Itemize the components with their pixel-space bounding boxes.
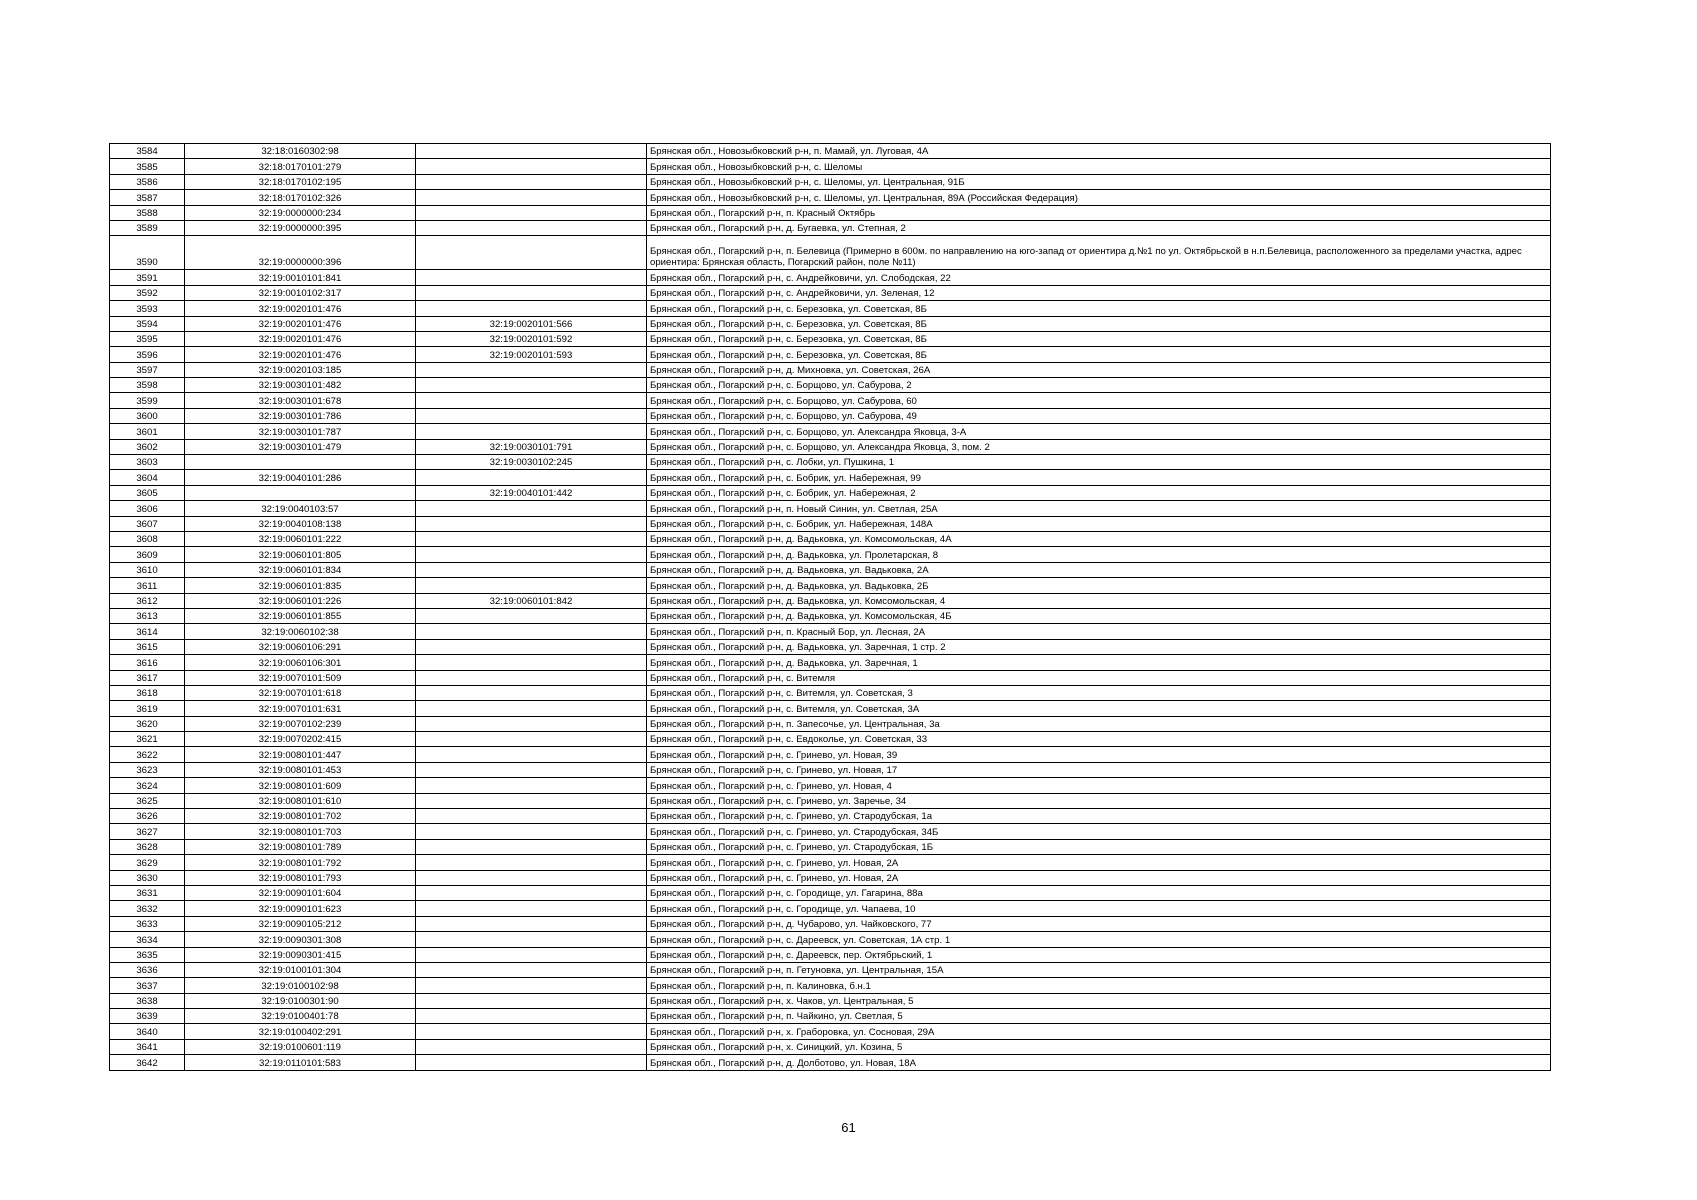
object-cadastral-number-cell: 32:19:0020101:593 — [416, 347, 647, 362]
object-cadastral-number-cell — [416, 809, 647, 824]
address-cell: Брянская обл., Погарский р-н, с. Гринево, ул. Новая, 2А — [647, 855, 1551, 870]
row-number-cell: 3636 — [110, 962, 185, 977]
object-cadastral-number-cell — [416, 639, 647, 654]
address-cell: Брянская обл., Погарский р-н, с. Витемля — [647, 670, 1551, 685]
row-number-cell: 3611 — [110, 578, 185, 593]
row-number-cell: 3640 — [110, 1024, 185, 1039]
cadastral-number-cell: 32:19:0110101:583 — [185, 1055, 416, 1070]
table-row — [110, 270, 1551, 285]
row-number-cell: 3601 — [110, 424, 185, 439]
cadastral-number-cell: 32:19:0090101:623 — [185, 901, 416, 916]
object-cadastral-number-cell — [416, 501, 647, 516]
table-row — [110, 855, 1551, 870]
row-number-cell: 3631 — [110, 885, 185, 900]
row-number-cell: 3587 — [110, 190, 185, 205]
cadastral-number-cell: 32:18:0170102:326 — [185, 190, 416, 205]
address-cell: Брянская обл., Погарский р-н, д. Вадьковка, ул. Вадьковка, 2Б — [647, 578, 1551, 593]
cadastral-number-cell: 32:19:0000000:396 — [185, 236, 416, 270]
cadastral-number-cell: 32:19:0100102:98 — [185, 978, 416, 993]
address-cell: Брянская обл., Погарский р-н, д. Вадьковка, ул. Комсомольская, 4 — [647, 593, 1551, 608]
cadastral-number-cell: 32:19:0030101:786 — [185, 408, 416, 423]
object-cadastral-number-cell — [416, 778, 647, 793]
table-row — [110, 639, 1551, 654]
cadastral-number-cell: 32:19:0090301:308 — [185, 932, 416, 947]
row-number-cell: 3612 — [110, 593, 185, 608]
object-cadastral-number-cell: 32:19:0040101:442 — [416, 485, 647, 500]
table-row — [110, 190, 1551, 205]
table-row — [110, 470, 1551, 485]
address-cell: Брянская обл., Новозыбковский р-н, с. Шеломы, ул. Центральная, 89А (Российская Федерация) — [647, 190, 1551, 205]
table-row — [110, 144, 1551, 159]
address-cell: Брянская обл., Погарский р-н, с. Гринево, ул. Стародубская, 1а — [647, 809, 1551, 824]
table-row — [110, 1055, 1551, 1070]
object-cadastral-number-cell — [416, 947, 647, 962]
table-row — [110, 732, 1551, 747]
address-cell: Брянская обл., Погарский р-н, с. Андрейковичи, ул. Зеленая, 12 — [647, 285, 1551, 300]
cadastral-number-cell: 32:19:0030101:787 — [185, 424, 416, 439]
object-cadastral-number-cell — [416, 1039, 647, 1054]
address-cell: Брянская обл., Погарский р-н, д. Вадьковка, ул. Заречная, 1 стр. 2 — [647, 639, 1551, 654]
address-cell: Брянская обл., Погарский р-н, с. Городище, ул. Гагарина, 88а — [647, 885, 1551, 900]
row-number-cell: 3615 — [110, 639, 185, 654]
row-number-cell: 3627 — [110, 824, 185, 839]
row-number-cell: 3619 — [110, 701, 185, 716]
address-cell: Брянская обл., Погарский р-н, с. Гринево, ул. Новая, 4 — [647, 778, 1551, 793]
cadastral-number-cell — [185, 455, 416, 470]
cadastral-number-cell: 32:19:0020103:185 — [185, 362, 416, 377]
address-cell: Брянская обл., Погарский р-н, с. Витемля, ул. Советская, 3 — [647, 685, 1551, 700]
address-cell: Брянская обл., Погарский р-н, с. Березовка, ул. Советская, 8Б — [647, 331, 1551, 346]
cadastral-number-cell: 32:19:0060106:301 — [185, 655, 416, 670]
address-cell: Брянская обл., Погарский р-н, д. Чубарово, ул. Чайковского, 77 — [647, 916, 1551, 931]
row-number-cell: 3622 — [110, 747, 185, 762]
table-row — [110, 993, 1551, 1008]
address-cell: Брянская обл., Погарский р-н, с. Гринево, ул. Стародубская, 1Б — [647, 839, 1551, 854]
address-cell: Брянская обл., Погарский р-н, с. Бобрик, ул. Набережная, 2 — [647, 485, 1551, 500]
address-cell: Брянская обл., Погарский р-н, п. Новый Синин, ул. Светлая, 25А — [647, 501, 1551, 516]
address-cell: Брянская обл., Погарский р-н, с. Березовка, ул. Советская, 8Б — [647, 301, 1551, 316]
address-cell: Брянская обл., Погарский р-н, с. Городище, ул. Чапаева, 10 — [647, 901, 1551, 916]
cadastral-number-cell: 32:19:0060101:226 — [185, 593, 416, 608]
row-number-cell: 3603 — [110, 455, 185, 470]
cadastral-number-cell: 32:19:0060101:835 — [185, 578, 416, 593]
row-number-cell: 3629 — [110, 855, 185, 870]
object-cadastral-number-cell — [416, 747, 647, 762]
row-number-cell: 3637 — [110, 978, 185, 993]
address-cell: Брянская обл., Погарский р-н, п. Красный Бор, ул. Лесная, 2А — [647, 624, 1551, 639]
address-cell: Брянская обл., Погарский р-н, д. Вадьковка, ул. Пролетарская, 8 — [647, 547, 1551, 562]
cadastral-number-cell: 32:19:0030101:678 — [185, 393, 416, 408]
object-cadastral-number-cell — [416, 578, 647, 593]
cadastral-number-cell: 32:19:0080101:447 — [185, 747, 416, 762]
row-number-cell: 3614 — [110, 624, 185, 639]
object-cadastral-number-cell: 32:19:0030101:791 — [416, 439, 647, 454]
row-number-cell: 3623 — [110, 762, 185, 777]
row-number-cell: 3585 — [110, 159, 185, 174]
row-number-cell: 3608 — [110, 531, 185, 546]
table-row — [110, 362, 1551, 377]
object-cadastral-number-cell — [416, 732, 647, 747]
cadastral-number-cell: 32:19:0080101:453 — [185, 762, 416, 777]
row-number-cell: 3617 — [110, 670, 185, 685]
object-cadastral-number-cell — [416, 916, 647, 931]
cadastral-number-cell: 32:19:0070101:618 — [185, 685, 416, 700]
address-cell: Брянская обл., Погарский р-н, х. Чаков, ул. Центральная, 5 — [647, 993, 1551, 1008]
table-row — [110, 547, 1551, 562]
address-cell: Брянская обл., Погарский р-н, д. Бугаевка, ул. Степная, 2 — [647, 220, 1551, 235]
address-cell: Брянская обл., Погарский р-н, с. Лобки, ул. Пушкина, 1 — [647, 455, 1551, 470]
cadastral-number-cell: 32:19:0090105:212 — [185, 916, 416, 931]
table-row — [110, 1039, 1551, 1054]
table-row — [110, 174, 1551, 189]
cadastral-number-cell: 32:19:0080101:792 — [185, 855, 416, 870]
cadastral-number-cell: 32:19:0070202:415 — [185, 732, 416, 747]
row-number-cell: 3591 — [110, 270, 185, 285]
table-row — [110, 455, 1551, 470]
row-number-cell: 3604 — [110, 470, 185, 485]
table-row — [110, 220, 1551, 235]
object-cadastral-number-cell — [416, 655, 647, 670]
address-cell: Брянская обл., Погарский р-н, д. Вадьковка, ул. Комсомольская, 4А — [647, 531, 1551, 546]
table-row — [110, 1024, 1551, 1039]
object-cadastral-number-cell — [416, 174, 647, 189]
cadastral-number-cell: 32:19:0030101:482 — [185, 378, 416, 393]
table-row — [110, 962, 1551, 977]
address-cell: Брянская обл., Погарский р-н, с. Гринево, ул. Заречье, 34 — [647, 793, 1551, 808]
table-row — [110, 439, 1551, 454]
table-row — [110, 701, 1551, 716]
table-row — [110, 901, 1551, 916]
object-cadastral-number-cell — [416, 205, 647, 220]
row-number-cell: 3600 — [110, 408, 185, 423]
row-number-cell: 3633 — [110, 916, 185, 931]
row-number-cell: 3594 — [110, 316, 185, 331]
address-cell: Брянская обл., Погарский р-н, с. Витемля, ул. Советская, 3А — [647, 701, 1551, 716]
address-cell: Брянская обл., Погарский р-н, п. Белевица (Примерно в 600м. по направлению на юго-запад от ориентира д.№1 по ул. Октябрьской в н.п.Белевица, расположенного за пределами участка, адрес ориентира: Брянская область, Погарский район, поле №11) — [647, 236, 1551, 270]
row-number-cell: 3635 — [110, 947, 185, 962]
cadastral-number-cell: 32:19:0020101:476 — [185, 301, 416, 316]
object-cadastral-number-cell — [416, 670, 647, 685]
cadastral-number-cell: 32:19:0100601:119 — [185, 1039, 416, 1054]
table-row — [110, 531, 1551, 546]
address-cell: Брянская обл., Погарский р-н, п. Красный Октябрь — [647, 205, 1551, 220]
cadastral-number-cell: 32:19:0060101:834 — [185, 562, 416, 577]
table-row — [110, 331, 1551, 346]
cadastral-number-cell: 32:19:0080101:789 — [185, 839, 416, 854]
address-cell: Брянская обл., Погарский р-н, с. Дареевск, ул. Советская, 1А стр. 1 — [647, 932, 1551, 947]
object-cadastral-number-cell — [416, 190, 647, 205]
address-cell: Брянская обл., Погарский р-н, с. Гринево, ул. Новая, 17 — [647, 762, 1551, 777]
address-cell: Брянская обл., Погарский р-н, с. Борщово, ул. Александра Яковца, 3, пом. 2 — [647, 439, 1551, 454]
row-number-cell: 3630 — [110, 870, 185, 885]
address-cell: Брянская обл., Погарский р-н, п. Чайкино, ул. Светлая, 5 — [647, 1009, 1551, 1024]
table-row — [110, 516, 1551, 531]
cadastral-number-cell: 32:18:0170102:195 — [185, 174, 416, 189]
object-cadastral-number-cell — [416, 393, 647, 408]
row-number-cell: 3613 — [110, 608, 185, 623]
address-cell: Брянская обл., Погарский р-н, с. Борщово, ул. Сабурова, 49 — [647, 408, 1551, 423]
table-row — [110, 347, 1551, 362]
address-cell: Брянская обл., Погарский р-н, д. Долботово, ул. Новая, 18А — [647, 1055, 1551, 1070]
table-row — [110, 378, 1551, 393]
cadastral-number-cell — [185, 485, 416, 500]
row-number-cell: 3592 — [110, 285, 185, 300]
object-cadastral-number-cell — [416, 824, 647, 839]
address-cell: Брянская обл., Новозыбковский р-н, с. Шеломы, ул. Центральная, 91Б — [647, 174, 1551, 189]
cadastral-number-cell: 32:19:0020101:476 — [185, 347, 416, 362]
object-cadastral-number-cell — [416, 1009, 647, 1024]
table-row — [110, 408, 1551, 423]
table-row — [110, 285, 1551, 300]
table-row — [110, 747, 1551, 762]
table-row — [110, 485, 1551, 500]
cadastral-number-cell: 32:19:0020101:476 — [185, 331, 416, 346]
address-cell: Брянская обл., Погарский р-н, с. Борщово, ул. Сабурова, 60 — [647, 393, 1551, 408]
table-row — [110, 932, 1551, 947]
address-cell: Брянская обл., Погарский р-н, с. Дареевск, пер. Октябрьский, 1 — [647, 947, 1551, 962]
table-row — [110, 778, 1551, 793]
object-cadastral-number-cell — [416, 236, 647, 270]
object-cadastral-number-cell — [416, 301, 647, 316]
cadastral-number-cell: 32:19:0010102:317 — [185, 285, 416, 300]
row-number-cell: 3602 — [110, 439, 185, 454]
row-number-cell: 3621 — [110, 732, 185, 747]
table-row — [110, 593, 1551, 608]
row-number-cell: 3618 — [110, 685, 185, 700]
row-number-cell: 3625 — [110, 793, 185, 808]
row-number-cell: 3590 — [110, 236, 185, 270]
address-cell: Брянская обл., Погарский р-н, с. Гринево, ул. Стародубская, 34Б — [647, 824, 1551, 839]
table-row — [110, 501, 1551, 516]
cadastral-number-cell: 32:19:0070102:239 — [185, 716, 416, 731]
object-cadastral-number-cell — [416, 362, 647, 377]
cadastral-number-cell: 32:19:0060101:855 — [185, 608, 416, 623]
row-number-cell: 3599 — [110, 393, 185, 408]
object-cadastral-number-cell — [416, 531, 647, 546]
cadastral-number-cell: 32:19:0080101:610 — [185, 793, 416, 808]
row-number-cell: 3596 — [110, 347, 185, 362]
object-cadastral-number-cell — [416, 962, 647, 977]
object-cadastral-number-cell: 32:19:0020101:592 — [416, 331, 647, 346]
object-cadastral-number-cell — [416, 793, 647, 808]
object-cadastral-number-cell — [416, 285, 647, 300]
table-row — [110, 978, 1551, 993]
object-cadastral-number-cell — [416, 839, 647, 854]
table-row — [110, 1009, 1551, 1024]
row-number-cell: 3632 — [110, 901, 185, 916]
address-cell: Брянская обл., Погарский р-н, с. Евдоколье, ул. Советская, 33 — [647, 732, 1551, 747]
row-number-cell: 3597 — [110, 362, 185, 377]
row-number-cell: 3638 — [110, 993, 185, 1008]
cadastral-number-cell: 32:19:0060101:805 — [185, 547, 416, 562]
row-number-cell: 3628 — [110, 839, 185, 854]
cadastral-number-cell: 32:19:0100401:78 — [185, 1009, 416, 1024]
address-cell: Брянская обл., Новозыбковский р-н, с. Шеломы — [647, 159, 1551, 174]
address-cell: Брянская обл., Погарский р-н, д. Вадьковка, ул. Комсомольская, 4Б — [647, 608, 1551, 623]
cadastral-number-cell: 32:19:0070101:631 — [185, 701, 416, 716]
object-cadastral-number-cell — [416, 762, 647, 777]
address-cell: Брянская обл., Погарский р-н, с. Борщово, ул. Александра Яковца, 3-А — [647, 424, 1551, 439]
object-cadastral-number-cell: 32:19:0030102:245 — [416, 455, 647, 470]
cadastral-number-cell: 32:19:0000000:234 — [185, 205, 416, 220]
cadastral-number-cell: 32:19:0020101:476 — [185, 316, 416, 331]
object-cadastral-number-cell — [416, 270, 647, 285]
table-row — [110, 393, 1551, 408]
cadastral-number-cell: 32:19:0090301:415 — [185, 947, 416, 962]
object-cadastral-number-cell — [416, 685, 647, 700]
cadastral-number-cell: 32:19:0040101:286 — [185, 470, 416, 485]
cadastral-number-cell: 32:19:0080101:703 — [185, 824, 416, 839]
address-cell: Брянская обл., Погарский р-н, п. Запесочье, ул. Центральная, 3а — [647, 716, 1551, 731]
object-cadastral-number-cell — [416, 608, 647, 623]
row-number-cell: 3626 — [110, 809, 185, 824]
row-number-cell: 3620 — [110, 716, 185, 731]
table-row — [110, 562, 1551, 577]
row-number-cell: 3609 — [110, 547, 185, 562]
address-cell: Брянская обл., Погарский р-н, п. Калиновка, б.н.1 — [647, 978, 1551, 993]
row-number-cell: 3616 — [110, 655, 185, 670]
cadastral-number-cell: 32:19:0010101:841 — [185, 270, 416, 285]
cadastral-number-cell: 32:19:0090101:604 — [185, 885, 416, 900]
object-cadastral-number-cell — [416, 562, 647, 577]
object-cadastral-number-cell — [416, 547, 647, 562]
object-cadastral-number-cell — [416, 716, 647, 731]
cadastral-number-cell: 32:19:0100402:291 — [185, 1024, 416, 1039]
cadastral-number-cell: 32:18:0160302:98 — [185, 144, 416, 159]
cadastral-number-cell: 32:18:0170101:279 — [185, 159, 416, 174]
address-cell: Брянская обл., Погарский р-н, д. Михновка, ул. Советская, 26А — [647, 362, 1551, 377]
table-row — [110, 762, 1551, 777]
row-number-cell: 3588 — [110, 205, 185, 220]
row-number-cell: 3642 — [110, 1055, 185, 1070]
object-cadastral-number-cell — [416, 624, 647, 639]
object-cadastral-number-cell — [416, 1024, 647, 1039]
table-row — [110, 793, 1551, 808]
cadastral-number-cell: 32:19:0000000:395 — [185, 220, 416, 235]
table-row — [110, 578, 1551, 593]
registry-table-body — [110, 144, 1551, 1071]
table-row — [110, 159, 1551, 174]
row-number-cell: 3595 — [110, 331, 185, 346]
object-cadastral-number-cell — [416, 701, 647, 716]
cadastral-number-cell: 32:19:0060106:291 — [185, 639, 416, 654]
address-cell: Брянская обл., Погарский р-н, п. Гетуновка, ул. Центральная, 15А — [647, 962, 1551, 977]
object-cadastral-number-cell — [416, 1055, 647, 1070]
object-cadastral-number-cell — [416, 901, 647, 916]
object-cadastral-number-cell — [416, 144, 647, 159]
table-row — [110, 824, 1551, 839]
table-row — [110, 608, 1551, 623]
address-cell: Брянская обл., Погарский р-н, х. Граборовка, ул. Сосновая, 29А — [647, 1024, 1551, 1039]
table-row — [110, 839, 1551, 854]
cadastral-number-cell: 32:19:0100101:304 — [185, 962, 416, 977]
row-number-cell: 3610 — [110, 562, 185, 577]
object-cadastral-number-cell — [416, 424, 647, 439]
row-number-cell: 3593 — [110, 301, 185, 316]
cadastral-number-cell: 32:19:0080101:702 — [185, 809, 416, 824]
table-row — [110, 205, 1551, 220]
address-cell: Брянская обл., Погарский р-н, с. Березовка, ул. Советская, 8Б — [647, 316, 1551, 331]
cadastral-number-cell: 32:19:0030101:479 — [185, 439, 416, 454]
registry-table — [109, 143, 1551, 1071]
cadastral-number-cell: 32:19:0100301:90 — [185, 993, 416, 1008]
page-number: 61 — [841, 1120, 856, 1135]
object-cadastral-number-cell: 32:19:0020101:566 — [416, 316, 647, 331]
table-row — [110, 809, 1551, 824]
row-number-cell: 3584 — [110, 144, 185, 159]
row-number-cell: 3589 — [110, 220, 185, 235]
object-cadastral-number-cell — [416, 159, 647, 174]
object-cadastral-number-cell — [416, 408, 647, 423]
cadastral-number-cell: 32:19:0040108:138 — [185, 516, 416, 531]
address-cell: Брянская обл., Погарский р-н, д. Вадьковка, ул. Вадьковка, 2А — [647, 562, 1551, 577]
cadastral-number-cell: 32:19:0080101:793 — [185, 870, 416, 885]
address-cell: Брянская обл., Погарский р-н, с. Березовка, ул. Советская, 8Б — [647, 347, 1551, 362]
table-row — [110, 870, 1551, 885]
address-cell: Брянская обл., Погарский р-н, х. Синицкий, ул. Козина, 5 — [647, 1039, 1551, 1054]
cadastral-number-cell: 32:19:0070101:509 — [185, 670, 416, 685]
object-cadastral-number-cell — [416, 885, 647, 900]
object-cadastral-number-cell — [416, 855, 647, 870]
object-cadastral-number-cell — [416, 870, 647, 885]
address-cell: Брянская обл., Погарский р-н, д. Вадьковка, ул. Заречная, 1 — [647, 655, 1551, 670]
table-row — [110, 916, 1551, 931]
object-cadastral-number-cell: 32:19:0060101:842 — [416, 593, 647, 608]
row-number-cell: 3641 — [110, 1039, 185, 1054]
table-row — [110, 716, 1551, 731]
table-row — [110, 316, 1551, 331]
address-cell: Брянская обл., Погарский р-н, с. Гринево, ул. Новая, 39 — [647, 747, 1551, 762]
table-row — [110, 236, 1551, 270]
row-number-cell: 3634 — [110, 932, 185, 947]
table-row — [110, 947, 1551, 962]
table-row — [110, 670, 1551, 685]
table-row — [110, 624, 1551, 639]
cadastral-number-cell: 32:19:0040103:57 — [185, 501, 416, 516]
object-cadastral-number-cell — [416, 516, 647, 531]
object-cadastral-number-cell — [416, 978, 647, 993]
row-number-cell: 3607 — [110, 516, 185, 531]
table-row — [110, 885, 1551, 900]
row-number-cell: 3606 — [110, 501, 185, 516]
row-number-cell: 3598 — [110, 378, 185, 393]
object-cadastral-number-cell — [416, 378, 647, 393]
address-cell: Брянская обл., Погарский р-н, с. Андрейковичи, ул. Слободская, 22 — [647, 270, 1551, 285]
table-row — [110, 655, 1551, 670]
address-cell: Брянская обл., Погарский р-н, с. Бобрик, ул. Набережная, 99 — [647, 470, 1551, 485]
table-row — [110, 424, 1551, 439]
address-cell: Брянская обл., Погарский р-н, с. Борщово, ул. Сабурова, 2 — [647, 378, 1551, 393]
row-number-cell: 3605 — [110, 485, 185, 500]
address-cell: Брянская обл., Погарский р-н, с. Бобрик, ул. Набережная, 148А — [647, 516, 1551, 531]
table-row — [110, 685, 1551, 700]
cadastral-number-cell: 32:19:0060102:38 — [185, 624, 416, 639]
address-cell: Брянская обл., Новозыбковский р-н, п. Мамай, ул. Луговая, 4А — [647, 144, 1551, 159]
row-number-cell: 3586 — [110, 174, 185, 189]
table-row — [110, 301, 1551, 316]
object-cadastral-number-cell — [416, 932, 647, 947]
cadastral-number-cell: 32:19:0080101:609 — [185, 778, 416, 793]
object-cadastral-number-cell — [416, 470, 647, 485]
cadastral-number-cell: 32:19:0060101:222 — [185, 531, 416, 546]
address-cell: Брянская обл., Погарский р-н, с. Гринево, ул. Новая, 2А — [647, 870, 1551, 885]
row-number-cell: 3639 — [110, 1009, 185, 1024]
object-cadastral-number-cell — [416, 993, 647, 1008]
object-cadastral-number-cell — [416, 220, 647, 235]
row-number-cell: 3624 — [110, 778, 185, 793]
